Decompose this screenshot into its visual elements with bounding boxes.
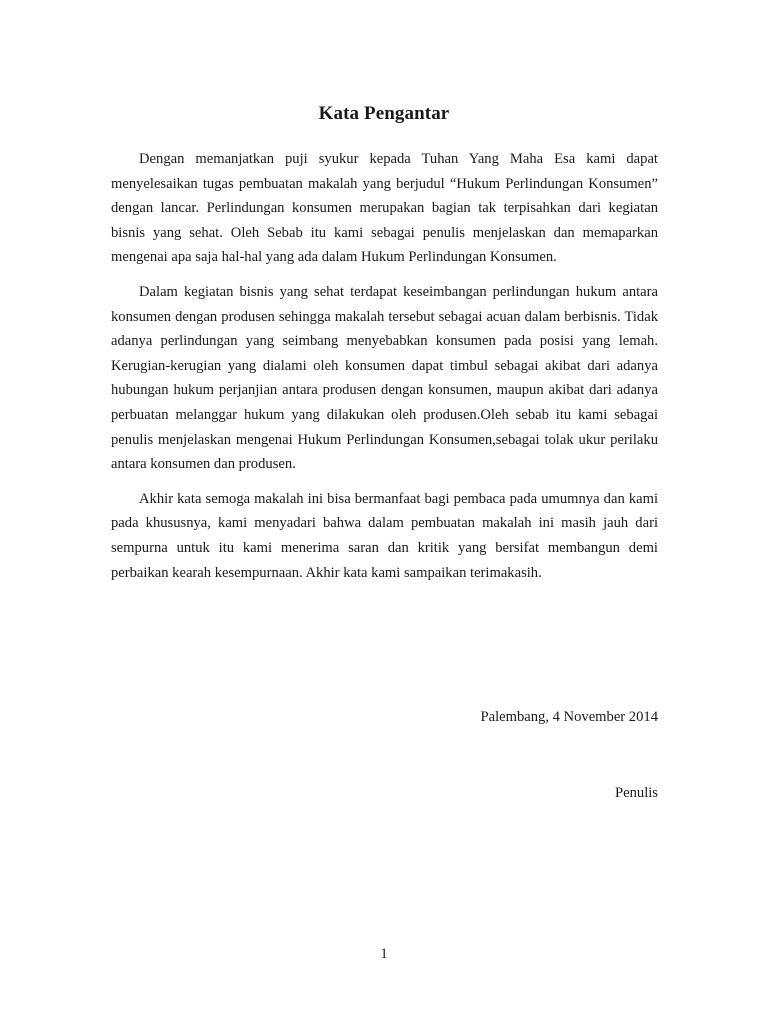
paragraph-3: Akhir kata semoga makalah ini bisa bermanfaat bagi pembaca pada umumnya dan kami pada khususnya, kami menyadari bahwa dalam pembuatan makalah ini masih jauh dari sempurna untuk itu kami menerima saran dan kritik yang bersifat membangun demi perbaikan kearah kesempurnaan. Akhir kata kami sampaikan terimakasih. (111, 490, 658, 581)
paragraph-2: Dalam kegiatan bisnis yang sehat terdapat keseimbangan perlindungan hukum antara konsumen dengan produsen sehingga makalah tersebut sebagai acuan dalam berbisnis. Tidak adanya perlindungan yang seimbang menyebabkan konsumen pada posisi yang lemah. Kerugian-kerugian yang dialami oleh konsumen dapat timbul sebagai akibat dari adanya hubungan hukum perjanjian antara produsen dengan konsumen, maupun akibat dari adanya perbuatan melanggar hukum yang dilakukan oleh produsen.Oleh sebab itu kami sebagai penulis menjelaskan mengenai Hukum Perlindungan Konsumen,sebagai tolak ukur perilaku antara konsumen dan produsen. (111, 283, 658, 473)
place-date: Palembang, 4 November 2014 (480, 709, 658, 725)
signature: Penulis (615, 785, 658, 801)
page-number: 1 (380, 946, 388, 962)
page-title: Kata Pengantar (318, 103, 450, 124)
body-text (111, 147, 658, 595)
paragraph-1: Dengan memanjatkan puji syukur kepada Tuhan Yang Maha Esa kami dapat menyelesaikan tugas pembuatan makalah yang berjudul “Hukum Perlindungan Konsumen” dengan lancar. Perlindungan konsumen merupakan bagian tak terpisahkan dari kegiatan bisnis yang sehat. Oleh Sebab itu kami sebagai penulis menjelaskan dan memaparkan mengenai apa saja hal-hal yang ada dalam Hukum Perlindungan Konsumen. (111, 151, 658, 266)
